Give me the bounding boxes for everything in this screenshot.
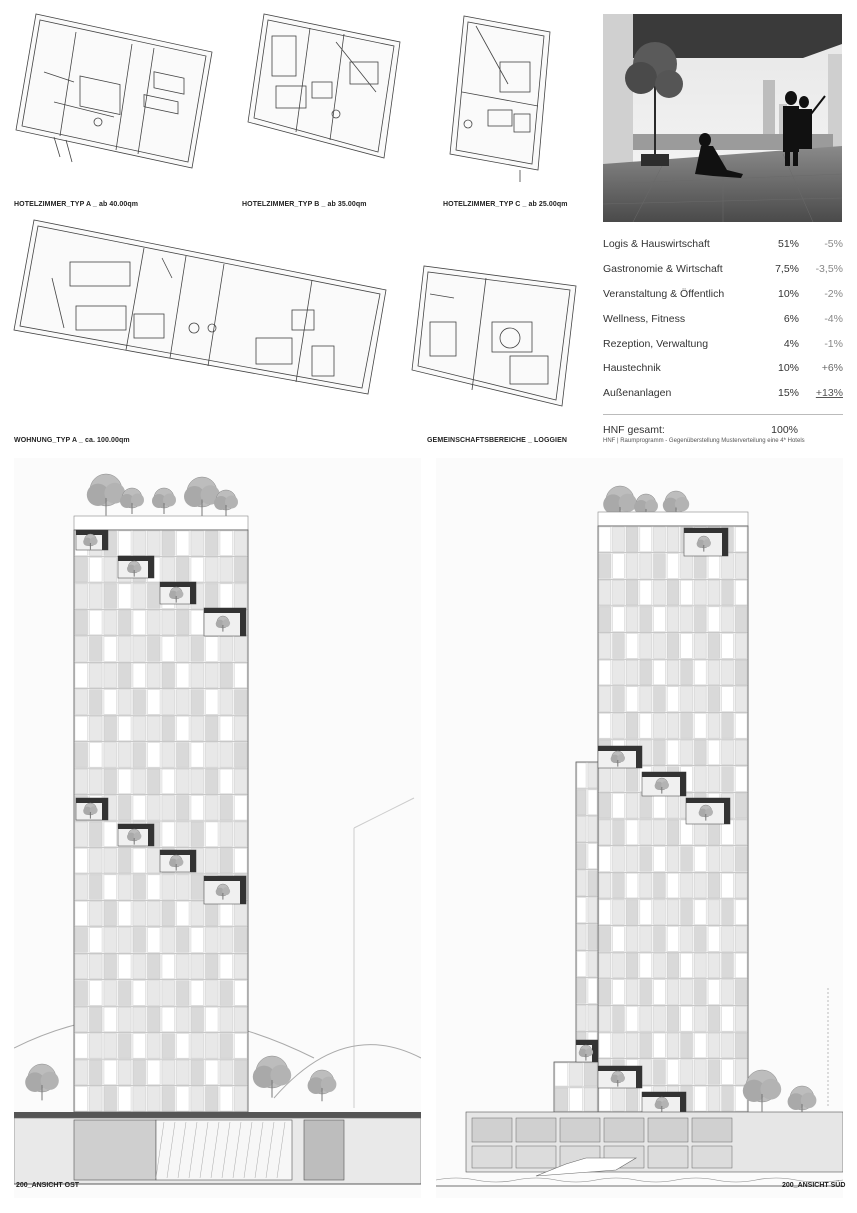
plinth-window [648,1118,688,1142]
program-row-percent: 4% [783,337,799,350]
plinth-window [516,1118,556,1142]
plan-hotel-type-a [14,12,214,182]
program-row [603,286,843,311]
plan-label-type-c: HOTELZIMMER_TYP C _ ab 25.00qm [443,201,568,208]
program-row [603,236,843,261]
program-row-percent: 15% [777,387,799,400]
plinth-bay [156,1120,292,1180]
program-row-percent: 10% [777,362,799,375]
elevation-east-label: 200_ANSICHT OST [16,1182,80,1189]
elevation-south-label: 200_ANSICHT SÜD [782,1182,846,1189]
facade-grid [554,1062,598,1112]
program-row-delta: -3,5% [815,262,843,275]
plan-apartment-type-a [12,218,388,396]
program-divider [603,414,843,415]
ground-line [14,1112,421,1118]
plinth-window [692,1146,732,1168]
elevation-east [14,458,421,1198]
loggia-rendering [603,14,842,222]
roof-parapet [598,512,748,526]
program-row-label: Gastronomie & Wirtschaft [603,262,723,275]
program-row [603,311,843,336]
plan-label-apartment: WOHNUNG_TYP A _ ca. 100.00qm [14,437,130,444]
plan-common-loggia [410,264,578,408]
program-row [603,261,843,286]
plinth-window [560,1118,600,1142]
program-footnote: HNF | Raumprogramm - Gegenüberstellung Musterverteilung eine 4* Hotels [603,438,805,444]
plan-hotel-type-c [448,14,553,184]
program-table [603,236,843,410]
plinth-window [604,1118,644,1142]
program-total-percent: 100% [771,424,798,436]
roof-parapet [74,516,248,530]
plan-label-type-b: HOTELZIMMER_TYP B _ ab 35.00qm [242,201,367,208]
program-row-delta: +6% [821,362,843,375]
plan-hotel-type-b [246,12,402,162]
program-row-percent: 7,5% [775,262,799,275]
program-row-label: Wellness, Fitness [603,312,686,325]
program-row-label: Logis & Hauswirtschaft [603,238,710,250]
program-row-delta: +13% [815,387,843,400]
program-row-label: Rezeption, Verwaltung [603,337,709,350]
program-total-label: HNF gesamt: [603,424,665,436]
elevation-south [436,458,846,1198]
plinth-bay [74,1120,156,1180]
plinth-window [472,1118,512,1142]
program-row-delta: -5% [824,238,843,250]
plinth-window [692,1118,732,1142]
program-row-delta: -4% [824,312,843,325]
program-row-percent: 10% [777,287,799,300]
program-row-label: Außenanlagen [603,387,672,400]
program-row-label: Veranstaltung & Öffentlich [603,287,725,300]
program-row [603,336,843,361]
plan-label-type-a: HOTELZIMMER_TYP A _ ab 40.00qm [14,201,139,208]
program-row-percent: 6% [783,312,799,325]
program-row [603,360,843,385]
program-row [603,385,843,410]
plan-label-common: GEMEINSCHAFTSBEREICHE _ LOGGIEN [427,437,568,444]
plinth-window [648,1146,688,1168]
plinth-bay [304,1120,344,1180]
program-row-label: Haustechnik [603,362,661,375]
plinth-window [516,1146,556,1168]
program-row-delta: -1% [824,337,843,350]
program-row-delta: -2% [824,287,843,300]
plinth-window [472,1146,512,1168]
program-row-percent: 51% [777,238,799,250]
